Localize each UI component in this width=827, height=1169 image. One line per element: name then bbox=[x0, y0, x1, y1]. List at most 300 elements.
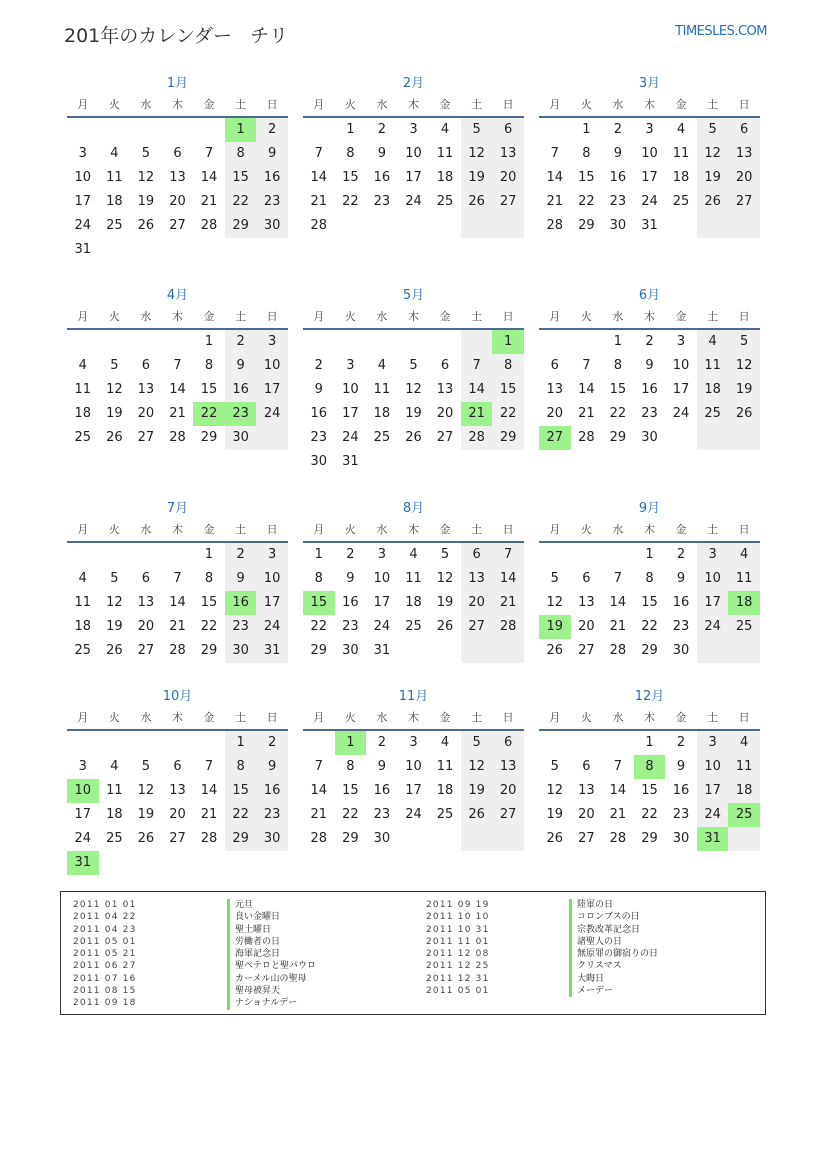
day-cell: 27 bbox=[169, 218, 186, 233]
day-cell: 6 bbox=[582, 571, 591, 586]
day-cell: 12 bbox=[735, 358, 753, 373]
day-cell: 9 bbox=[268, 759, 277, 774]
weekday-header bbox=[303, 306, 524, 330]
day-grid bbox=[539, 731, 760, 875]
day-grid bbox=[303, 330, 524, 474]
day-cell: 2 bbox=[268, 735, 277, 750]
legend-date: 2011 05 01 bbox=[73, 936, 137, 947]
day-cell: 7 bbox=[314, 759, 323, 774]
day-cell: 4 bbox=[110, 146, 119, 161]
day-cell: 20 bbox=[578, 807, 595, 822]
weekday-label: 水 bbox=[140, 523, 152, 536]
holiday-day-cell: 22 bbox=[193, 402, 225, 426]
day-cell: 3 bbox=[78, 146, 87, 161]
legend-holiday-name: 元旦 bbox=[227, 899, 316, 911]
day-cell: 6 bbox=[173, 759, 182, 774]
legend-dates-col-1 bbox=[73, 899, 137, 1010]
day-cell: 1 bbox=[204, 334, 214, 349]
weekday-label: 火 bbox=[344, 98, 356, 111]
day-cell: 3 bbox=[645, 122, 654, 137]
day-cell: 22 bbox=[342, 194, 359, 209]
weekday-label: 金 bbox=[675, 523, 687, 536]
day-cell: 11 bbox=[735, 759, 753, 774]
day-cell: 24 bbox=[373, 619, 391, 634]
day-cell: 6 bbox=[504, 735, 513, 750]
day-grid bbox=[303, 543, 524, 687]
weekday-label: 日 bbox=[738, 523, 750, 536]
day-cell: 25 bbox=[74, 430, 92, 445]
day-cell: 30 bbox=[373, 831, 391, 846]
day-cell: 9 bbox=[377, 146, 387, 161]
month-title: 4月 bbox=[166, 288, 189, 303]
day-cell: 24 bbox=[263, 619, 281, 634]
holiday-day-cell: 27 bbox=[539, 426, 571, 450]
day-cell: 8 bbox=[204, 571, 214, 586]
legend-holiday-name: 無原罪の御宿りの日 bbox=[569, 948, 658, 960]
weekday-label: 木 bbox=[407, 711, 419, 724]
day-cell: 13 bbox=[169, 783, 186, 798]
day-cell: 12 bbox=[546, 783, 564, 798]
day-cell: 10 bbox=[342, 382, 359, 397]
day-cell: 3 bbox=[377, 547, 387, 562]
legend-holiday-name: メーデー bbox=[569, 985, 658, 997]
day-cell: 15 bbox=[200, 382, 218, 397]
day-cell: 21 bbox=[578, 406, 595, 421]
day-cell: 9 bbox=[236, 358, 245, 373]
day-cell: 7 bbox=[472, 358, 481, 373]
day-cell: 14 bbox=[609, 783, 627, 798]
day-cell: 20 bbox=[499, 170, 517, 185]
day-cell: 4 bbox=[409, 547, 418, 562]
day-cell: 16 bbox=[373, 170, 391, 185]
day-cell: 25 bbox=[405, 619, 422, 634]
day-cell: 17 bbox=[342, 406, 359, 421]
site-name[interactable]: TIMESLES.COM bbox=[675, 24, 767, 39]
weekday-label: 木 bbox=[643, 98, 655, 111]
day-cell: 19 bbox=[735, 382, 753, 397]
day-cell: 16 bbox=[263, 783, 281, 798]
month-title: 3月 bbox=[638, 76, 661, 91]
month-9 bbox=[539, 499, 760, 687]
day-cell: 1 bbox=[204, 547, 214, 562]
day-cell: 24 bbox=[405, 807, 422, 822]
day-cell: 21 bbox=[169, 406, 186, 421]
weekday-label: 水 bbox=[376, 310, 388, 323]
day-cell: 13 bbox=[169, 170, 186, 185]
weekday-label: 土 bbox=[471, 711, 483, 724]
day-cell: 15 bbox=[499, 382, 517, 397]
day-cell: 22 bbox=[499, 406, 517, 421]
day-cell: 19 bbox=[137, 194, 155, 209]
weekday-label: 木 bbox=[171, 310, 183, 323]
legend-holiday-name: 聖土曜日 bbox=[227, 924, 316, 936]
day-cell: 10 bbox=[672, 358, 690, 373]
day-cell: 27 bbox=[499, 807, 517, 822]
day-cell: 21 bbox=[310, 194, 328, 209]
day-cell: 24 bbox=[704, 619, 721, 634]
day-cell: 4 bbox=[440, 735, 450, 750]
weekday-header bbox=[539, 519, 760, 543]
day-cell: 2 bbox=[676, 735, 686, 750]
day-cell: 15 bbox=[232, 170, 249, 185]
weekday-label: 金 bbox=[203, 310, 215, 323]
legend-date: 2011 05 21 bbox=[73, 949, 137, 960]
day-cell: 19 bbox=[546, 807, 564, 822]
day-cell: 5 bbox=[550, 571, 559, 586]
day-cell: 24 bbox=[74, 218, 92, 233]
day-cell: 5 bbox=[740, 334, 749, 349]
day-cell: 22 bbox=[342, 807, 359, 822]
weekday-label: 月 bbox=[313, 523, 325, 536]
day-cell: 5 bbox=[472, 122, 481, 137]
day-cell: 17 bbox=[373, 595, 391, 610]
day-cell: 18 bbox=[436, 170, 454, 185]
day-cell: 1 bbox=[645, 547, 654, 562]
day-cell: 28 bbox=[578, 430, 595, 445]
legend-holiday-name: 海軍記念日 bbox=[227, 948, 316, 960]
day-cell: 4 bbox=[440, 122, 450, 137]
day-cell: 13 bbox=[546, 382, 564, 397]
weekday-label: 月 bbox=[549, 98, 561, 111]
day-cell: 13 bbox=[578, 595, 595, 610]
day-cell: 7 bbox=[613, 759, 623, 774]
day-cell: 15 bbox=[641, 595, 658, 610]
day-cell: 15 bbox=[609, 382, 627, 397]
day-cell: 6 bbox=[141, 571, 151, 586]
legend-date: 2011 04 23 bbox=[73, 924, 137, 935]
day-cell: 14 bbox=[310, 170, 328, 185]
day-cell: 21 bbox=[609, 807, 627, 822]
day-cell: 3 bbox=[676, 334, 686, 349]
legend-holiday-name: 労働者の日 bbox=[227, 936, 316, 948]
weekday-label: 日 bbox=[502, 98, 514, 111]
day-cell: 6 bbox=[550, 358, 559, 373]
day-cell: 22 bbox=[578, 194, 595, 209]
day-cell: 3 bbox=[409, 122, 418, 137]
legend-holiday-name: 陸軍の日 bbox=[569, 899, 658, 911]
day-cell: 15 bbox=[200, 595, 218, 610]
day-cell: 27 bbox=[468, 619, 485, 634]
day-cell: 2 bbox=[676, 547, 686, 562]
weekday-label: 月 bbox=[313, 711, 325, 724]
day-cell: 26 bbox=[106, 430, 123, 445]
day-cell: 26 bbox=[405, 430, 422, 445]
legend-holiday-name: 良い金曜日 bbox=[227, 911, 316, 923]
weekday-label: 木 bbox=[407, 98, 419, 111]
day-cell: 29 bbox=[200, 643, 218, 658]
weekday-label: 火 bbox=[344, 523, 356, 536]
day-cell: 8 bbox=[613, 358, 623, 373]
day-cell: 18 bbox=[74, 619, 92, 634]
day-cell: 19 bbox=[436, 595, 454, 610]
weekday-label: 土 bbox=[707, 98, 719, 111]
day-cell: 15 bbox=[232, 783, 249, 798]
day-cell: 31 bbox=[342, 454, 359, 469]
day-cell: 4 bbox=[740, 735, 749, 750]
day-cell: 7 bbox=[173, 571, 182, 586]
day-cell: 23 bbox=[609, 194, 627, 209]
weekday-label: 日 bbox=[266, 98, 278, 111]
day-cell: 19 bbox=[106, 406, 123, 421]
day-cell: 8 bbox=[346, 759, 355, 774]
day-cell: 4 bbox=[78, 571, 87, 586]
day-cell: 25 bbox=[436, 194, 454, 209]
day-cell: 2 bbox=[236, 334, 245, 349]
holiday-day-cell: 16 bbox=[225, 591, 257, 615]
day-cell: 16 bbox=[672, 783, 690, 798]
day-cell: 2 bbox=[377, 122, 387, 137]
day-cell: 6 bbox=[582, 759, 591, 774]
day-cell: 5 bbox=[110, 571, 119, 586]
day-cell: 5 bbox=[409, 358, 418, 373]
day-cell: 14 bbox=[578, 382, 595, 397]
month-title: 1月 bbox=[166, 76, 189, 91]
day-cell: 25 bbox=[106, 218, 123, 233]
day-grid bbox=[67, 118, 288, 262]
day-cell: 4 bbox=[740, 547, 749, 562]
day-cell: 28 bbox=[200, 831, 218, 846]
day-cell: 14 bbox=[169, 595, 186, 610]
weekday-label: 日 bbox=[738, 711, 750, 724]
day-cell: 18 bbox=[405, 595, 422, 610]
day-cell: 1 bbox=[346, 122, 355, 137]
legend-date: 2011 10 31 bbox=[426, 924, 490, 935]
day-cell: 10 bbox=[74, 170, 92, 185]
day-cell: 30 bbox=[672, 643, 690, 658]
day-cell: 20 bbox=[436, 406, 454, 421]
day-cell: 14 bbox=[200, 170, 218, 185]
weekday-label: 水 bbox=[612, 711, 624, 724]
month-title: 9月 bbox=[638, 501, 661, 516]
weekday-label: 木 bbox=[171, 98, 183, 111]
holiday-day-cell: 23 bbox=[225, 402, 257, 426]
day-cell: 6 bbox=[504, 122, 513, 137]
month-title: 8月 bbox=[402, 501, 425, 516]
legend-holiday-name: クリスマス bbox=[569, 960, 658, 972]
weekday-label: 日 bbox=[266, 711, 278, 724]
weekday-header bbox=[303, 519, 524, 543]
day-cell: 14 bbox=[546, 170, 564, 185]
day-cell: 26 bbox=[468, 194, 485, 209]
weekday-label: 日 bbox=[738, 310, 750, 323]
weekday-label: 土 bbox=[471, 98, 483, 111]
day-cell: 29 bbox=[641, 643, 658, 658]
day-cell: 5 bbox=[110, 358, 119, 373]
day-cell: 23 bbox=[263, 807, 281, 822]
legend-holiday-name: 宗教改革記念日 bbox=[569, 924, 658, 936]
day-cell: 7 bbox=[314, 146, 323, 161]
day-cell: 21 bbox=[200, 194, 218, 209]
day-cell: 7 bbox=[613, 571, 623, 586]
day-cell: 3 bbox=[268, 547, 277, 562]
day-cell: 8 bbox=[346, 146, 355, 161]
day-cell: 11 bbox=[106, 783, 123, 798]
weekday-label: 火 bbox=[108, 711, 120, 724]
day-cell: 4 bbox=[676, 122, 686, 137]
day-cell: 20 bbox=[169, 194, 186, 209]
day-cell: 29 bbox=[200, 430, 218, 445]
day-cell: 11 bbox=[74, 595, 92, 610]
day-grid bbox=[67, 543, 288, 687]
legend-date: 2011 12 31 bbox=[426, 973, 490, 984]
weekday-header bbox=[539, 94, 760, 118]
day-cell: 19 bbox=[704, 170, 721, 185]
day-cell: 4 bbox=[708, 334, 717, 349]
day-cell: 18 bbox=[436, 783, 454, 798]
day-cell: 11 bbox=[704, 358, 721, 373]
day-cell: 6 bbox=[740, 122, 749, 137]
day-cell: 28 bbox=[499, 619, 517, 634]
month-5 bbox=[303, 286, 524, 474]
weekday-label: 火 bbox=[344, 310, 356, 323]
weekday-label: 金 bbox=[203, 711, 215, 724]
legend-holiday-name: カーメル山の聖母 bbox=[227, 973, 316, 985]
weekday-label: 月 bbox=[77, 711, 89, 724]
day-cell: 12 bbox=[468, 146, 485, 161]
day-cell: 29 bbox=[609, 430, 627, 445]
day-cell: 17 bbox=[74, 194, 92, 209]
day-cell: 2 bbox=[314, 358, 323, 373]
day-cell: 30 bbox=[310, 454, 328, 469]
day-cell: 21 bbox=[499, 595, 517, 610]
weekday-label: 火 bbox=[108, 98, 120, 111]
day-cell: 23 bbox=[263, 194, 281, 209]
day-cell: 9 bbox=[676, 759, 686, 774]
weekday-label: 火 bbox=[580, 98, 592, 111]
day-cell: 29 bbox=[342, 831, 359, 846]
day-cell: 10 bbox=[641, 146, 658, 161]
weekday-label: 木 bbox=[407, 523, 419, 536]
weekday-label: 月 bbox=[313, 310, 325, 323]
legend-names-col-2 bbox=[569, 899, 658, 997]
day-cell: 2 bbox=[377, 735, 387, 750]
weekday-label: 金 bbox=[675, 98, 687, 111]
day-cell: 21 bbox=[200, 807, 218, 822]
day-cell: 10 bbox=[704, 759, 721, 774]
day-cell: 2 bbox=[346, 547, 355, 562]
day-cell: 2 bbox=[236, 547, 245, 562]
weekday-label: 日 bbox=[502, 711, 514, 724]
day-cell: 10 bbox=[704, 571, 721, 586]
weekday-label: 水 bbox=[376, 523, 388, 536]
day-cell: 13 bbox=[735, 146, 753, 161]
day-cell: 3 bbox=[268, 334, 277, 349]
day-cell: 12 bbox=[436, 571, 454, 586]
weekday-header bbox=[67, 519, 288, 543]
day-cell: 22 bbox=[232, 807, 249, 822]
month-title: 2月 bbox=[402, 76, 425, 91]
day-cell: 18 bbox=[373, 406, 391, 421]
day-cell: 11 bbox=[436, 146, 454, 161]
day-cell: 8 bbox=[645, 571, 654, 586]
day-cell: 14 bbox=[310, 783, 328, 798]
day-cell: 9 bbox=[268, 146, 277, 161]
day-cell: 16 bbox=[232, 382, 249, 397]
day-cell: 21 bbox=[609, 619, 627, 634]
day-cell: 21 bbox=[546, 194, 564, 209]
day-cell: 16 bbox=[641, 382, 658, 397]
day-cell: 20 bbox=[499, 783, 517, 798]
legend-holiday-name: 聖ペテロと聖パウロ bbox=[227, 960, 316, 972]
day-cell: 25 bbox=[436, 807, 454, 822]
day-grid bbox=[67, 731, 288, 875]
day-cell: 22 bbox=[609, 406, 627, 421]
day-cell: 20 bbox=[546, 406, 564, 421]
day-cell: 7 bbox=[204, 759, 214, 774]
weekday-label: 火 bbox=[108, 523, 120, 536]
holiday-day-cell: 31 bbox=[67, 851, 99, 875]
day-cell: 17 bbox=[74, 807, 92, 822]
day-cell: 10 bbox=[263, 571, 281, 586]
day-cell: 22 bbox=[641, 807, 658, 822]
day-cell: 9 bbox=[676, 571, 686, 586]
day-cell: 20 bbox=[137, 406, 155, 421]
weekday-label: 月 bbox=[549, 310, 561, 323]
day-cell: 19 bbox=[405, 406, 422, 421]
weekday-header bbox=[539, 306, 760, 330]
legend-date: 2011 06 27 bbox=[73, 961, 137, 972]
day-cell: 24 bbox=[704, 807, 721, 822]
page-title: 201年のカレンダー チリ bbox=[64, 25, 289, 47]
day-cell: 7 bbox=[173, 358, 182, 373]
day-grid bbox=[539, 118, 760, 262]
weekday-header bbox=[67, 707, 288, 731]
day-cell: 22 bbox=[232, 194, 249, 209]
day-cell: 18 bbox=[106, 807, 123, 822]
month-title: 7月 bbox=[166, 501, 189, 516]
day-cell: 18 bbox=[74, 406, 92, 421]
legend-date: 2011 09 18 bbox=[73, 998, 137, 1009]
day-cell: 23 bbox=[373, 807, 391, 822]
day-cell: 11 bbox=[373, 382, 391, 397]
day-cell: 5 bbox=[141, 146, 151, 161]
day-cell: 23 bbox=[672, 619, 690, 634]
day-cell: 17 bbox=[263, 382, 281, 397]
day-cell: 27 bbox=[578, 643, 595, 658]
weekday-label: 金 bbox=[675, 711, 687, 724]
day-cell: 26 bbox=[735, 406, 753, 421]
weekday-label: 水 bbox=[376, 711, 388, 724]
day-grid bbox=[303, 731, 524, 875]
day-cell: 3 bbox=[708, 547, 717, 562]
weekday-label: 火 bbox=[344, 711, 356, 724]
day-cell: 29 bbox=[232, 831, 249, 846]
day-cell: 26 bbox=[704, 194, 721, 209]
weekday-label: 木 bbox=[171, 711, 183, 724]
day-cell: 30 bbox=[232, 643, 249, 658]
day-cell: 5 bbox=[708, 122, 717, 137]
weekday-label: 日 bbox=[502, 523, 514, 536]
day-cell: 17 bbox=[405, 170, 422, 185]
legend-date: 2011 09 19 bbox=[426, 900, 490, 910]
day-cell: 30 bbox=[263, 831, 281, 846]
day-cell: 14 bbox=[499, 571, 517, 586]
weekday-label: 月 bbox=[77, 98, 89, 111]
day-cell: 25 bbox=[373, 430, 391, 445]
day-cell: 3 bbox=[78, 759, 87, 774]
legend-date: 2011 08 15 bbox=[73, 986, 137, 997]
legend-date: 2011 10 10 bbox=[426, 912, 490, 923]
day-grid bbox=[303, 118, 524, 262]
weekday-label: 月 bbox=[549, 711, 561, 724]
weekday-label: 土 bbox=[707, 310, 719, 323]
day-cell: 12 bbox=[704, 146, 721, 161]
day-cell: 16 bbox=[310, 406, 328, 421]
day-cell: 18 bbox=[704, 382, 721, 397]
day-cell: 28 bbox=[169, 643, 186, 658]
holiday-day-cell: 1 bbox=[225, 118, 257, 142]
day-cell: 14 bbox=[200, 783, 218, 798]
